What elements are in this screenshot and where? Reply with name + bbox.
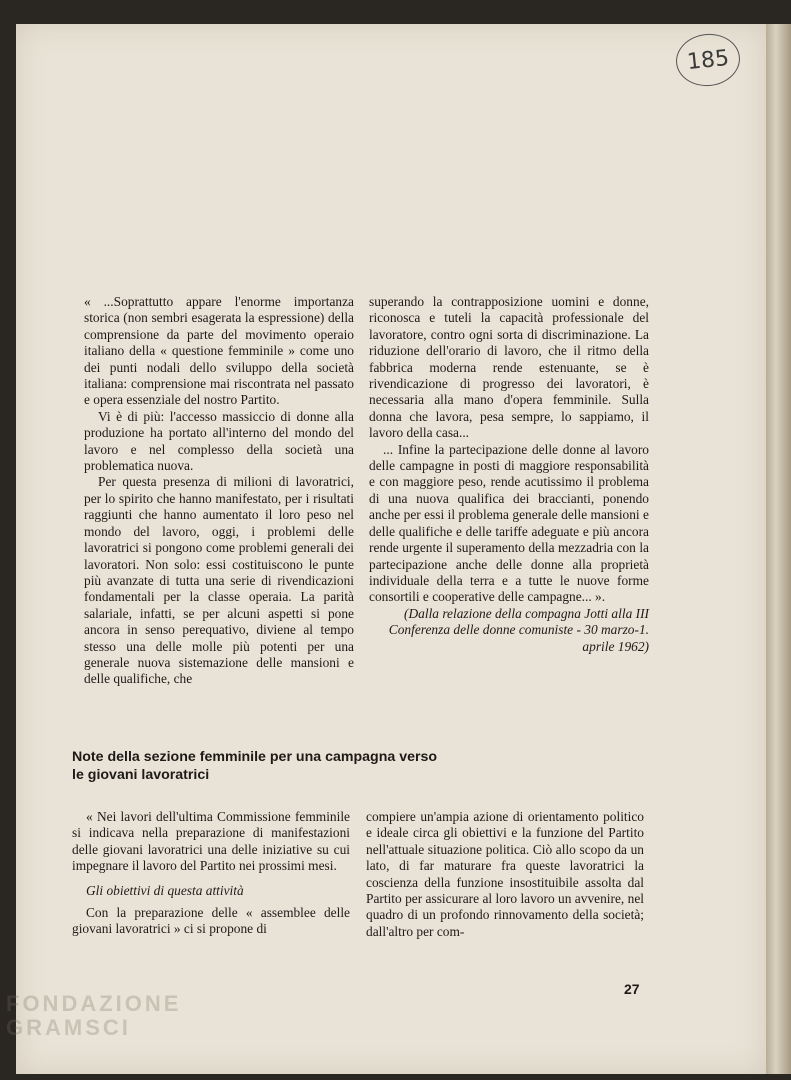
section-column-left — [72, 809, 350, 938]
section-column-right — [366, 809, 644, 940]
page-edge — [766, 24, 791, 1074]
section-paragraph: compiere un'ampia azione di orientamento politico e ideale circa gli obiettivi e la funzione del Partito nell'attuale situazione politica. Ciò allo scopo da un lato, di far maturare fra queste lavoratrici la coscienza della funzione insostituibile assolta dal Partito per assicurare al loro lavoro un avvenire, nel quadro di un profondo rinnovamento della società; dall'altro per com- — [366, 809, 644, 939]
page-number: 27 — [624, 981, 640, 997]
section-paragraph: « Nei lavori dell'ultima Commissione femminile si indicava nella preparazione di manifestazioni delle giovani lavoratrici una delle iniziative su cui impegnare il lavoro del Partito nei prossimi mesi. — [72, 809, 350, 874]
article-column-left — [84, 294, 354, 688]
handwritten-page-number: 185 — [673, 31, 742, 89]
article-paragraph: « ...Soprattutto appare l'enorme importanza storica (non sembri esagerata la espressione) della comprensione da parte del movimento operaio italiano della « questione femminile » come uno dei punti nodali dello sviluppo della società italiana: comprensione mai riscontrata nel passato e opera essenziale del nostro Partito. — [84, 294, 354, 408]
archive-watermark — [6, 992, 206, 1040]
article-citation: (Dalla relazione della compagna Jotti alla III Conferenza delle donne comuniste - 30 marzo-1. aprile 1962) — [388, 605, 649, 654]
article-paragraph: ... Infine la partecipazione delle donne al lavoro delle campagne in posti di maggiore responsabilità e con maggiore peso, rende acutissimo il problema di una nuova qualifica dei braccianti, ponendo anche per essi il problema generale delle mansioni e delle qualifiche e delle tariffe adeguate e più ancora rende urgente il superamento della mezzadria con la partecipazione anche delle donne alla proprietà individuale della terra e a tutte le nuove forme consortili e cooperative delle campagne... ». — [369, 441, 649, 605]
section-heading: Note della sezione femminile per una campagna verso le giovani lavoratrici — [72, 749, 438, 783]
watermark-line: FONDAZIONE — [6, 991, 182, 1016]
section-subheading: Gli obiettivi di questa attività — [86, 882, 244, 898]
section-paragraph: Con la preparazione delle « assemblee delle giovani lavoratrici » ci si propone di — [72, 905, 350, 937]
article-paragraph: Vi è di più: l'accesso massiccio di donne alla produzione ha portato all'interno del mondo del lavoro e nel complesso della società una problematica nuova. — [84, 408, 354, 474]
article-paragraph: Per questa presenza di milioni di lavoratrici, per lo spirito che hanno manifestato, per i risultati raggiunti che hanno aumentato il loro peso nel mondo del lavoro, oggi, i problemi delle lavoratrici si pongono come problemi generali dei lavoratori. Non solo: essi costituiscono le punte più avanzate di tutta una serie di rivendicazioni fondamentali per la classe operaia. La parità salariale, infatti, se per alcuni aspetti si pone ancora in senso perequativo, diviene al tempo stesso una delle molle più potenti per una generale nuova sistemazione delle mansioni e delle qualifiche, che — [84, 474, 354, 687]
article-paragraph: superando la contrapposizione uomini e donne, riconosca e tuteli la capacità professionale del lavoratore, contro ogni sorta di discriminazione. La riduzione dell'orario di lavoro, che il ritmo della fabbrica moderna rende estenuante, se è rivendicazione di progresso dei lavoratori, è necessaria alla mano d'opera femminile. Sulla donna che lavora, pesa sempre, lo sappiamo, il lavoro della casa... — [369, 294, 649, 441]
watermark-line: GRAMSCI — [6, 1015, 131, 1040]
article-column-right — [369, 294, 649, 655]
